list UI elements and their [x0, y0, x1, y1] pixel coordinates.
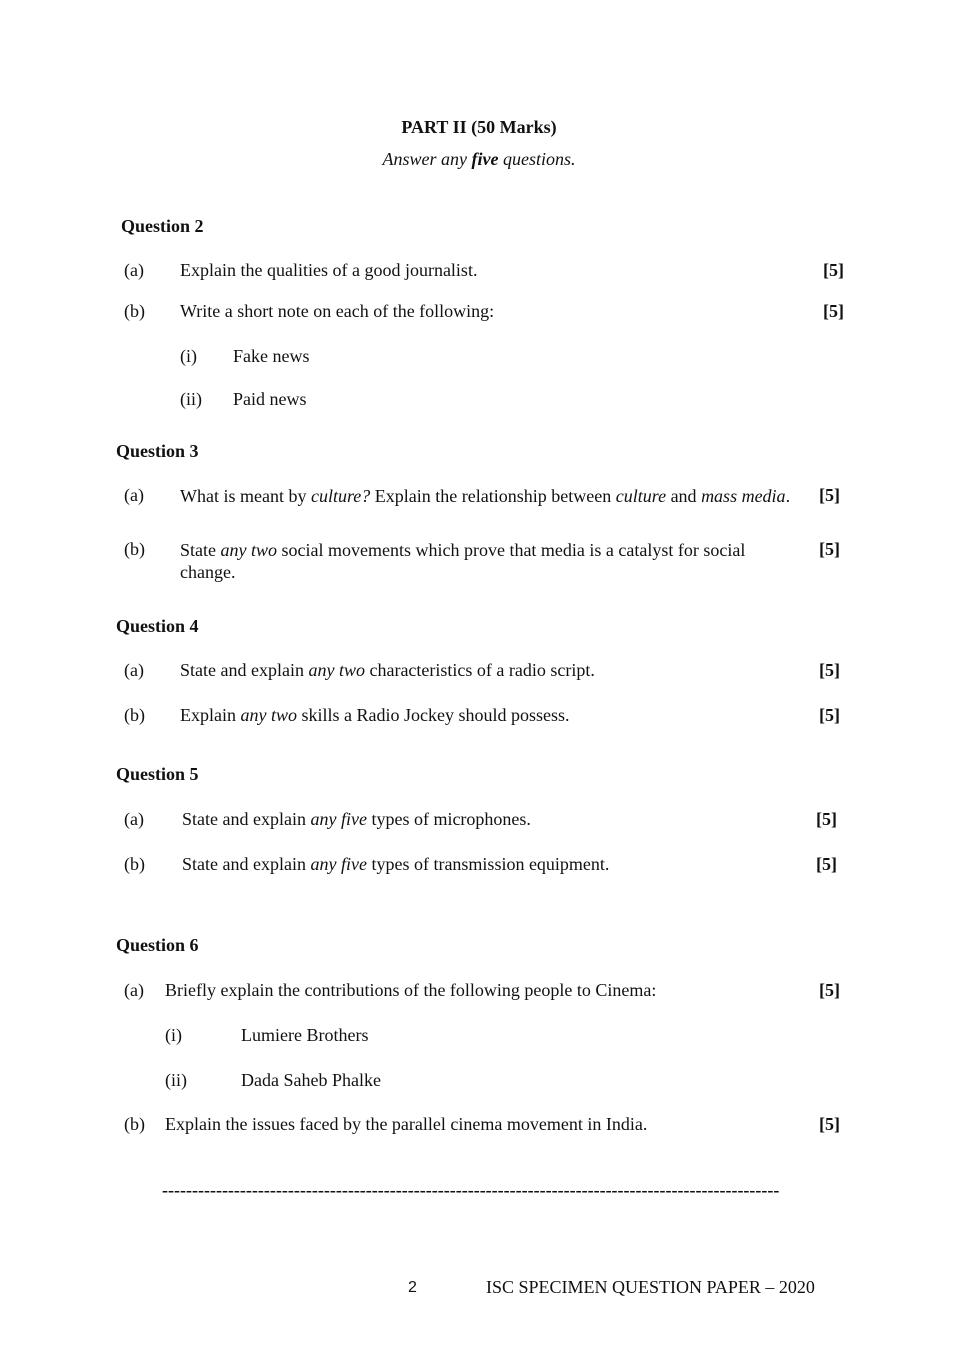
q2-a-marks: [5]: [823, 260, 844, 280]
q4-a-label: (a): [124, 660, 144, 680]
question-3-title: Question 3: [116, 441, 199, 461]
instruction-pre: Answer any: [382, 149, 472, 169]
q6-a-i-text: Lumiere Brothers: [241, 1025, 369, 1045]
question-4-title: Question 4: [116, 616, 199, 636]
q3-a-marks: [5]: [819, 485, 840, 505]
question-5-title: Question 5: [116, 764, 199, 784]
question-6-title: Question 6: [116, 935, 199, 955]
q6-a-marks: [5]: [819, 980, 840, 1000]
q2-b-text: Write a short note on each of the following:: [180, 301, 495, 321]
q3-b-text: State any two social movements which prove that media is a catalyst for social change.: [180, 540, 746, 582]
instruction-emphasis: five: [471, 149, 499, 169]
q4-b-label: (b): [124, 705, 145, 725]
q2-a-label: (a): [124, 260, 144, 280]
q4-a-text: State and explain any two characteristics of a radio script.: [180, 660, 595, 680]
end-dashed-rule: -------------------------------------------------------------------------------------------------------: [162, 1180, 780, 1200]
q3-a-text: What is meant by culture? Explain the relationship between culture and mass media.: [180, 486, 791, 506]
q5-b-text: State and explain any five types of transmission equipment.: [182, 854, 610, 874]
q6-a-text: Briefly explain the contributions of the following people to Cinema:: [165, 980, 657, 1000]
q3-b-label: (b): [124, 539, 145, 559]
q2-b-ii-text: Paid news: [233, 389, 307, 409]
q5-b-marks: [5]: [816, 854, 837, 874]
q4-b-text: Explain any two skills a Radio Jockey should possess.: [180, 705, 570, 725]
q2-b-ii-label: (ii): [180, 389, 202, 409]
instruction-post: questions.: [498, 149, 576, 169]
q2-b-marks: [5]: [823, 301, 844, 321]
q2-a-text: Explain the qualities of a good journalist.: [180, 260, 478, 280]
q6-a-i-label: (i): [165, 1025, 182, 1045]
part-title: PART II (50 Marks): [401, 117, 557, 137]
q6-b-marks: [5]: [819, 1114, 840, 1134]
q2-b-i-label: (i): [180, 346, 197, 366]
q5-b-label: (b): [124, 854, 145, 874]
q2-b-label: (b): [124, 301, 145, 321]
instruction: [0, 149, 958, 170]
question-2-title: Question 2: [121, 216, 204, 236]
q6-a-label: (a): [124, 980, 144, 1000]
q3-a-label: (a): [124, 485, 144, 505]
q6-a-ii-text: Dada Saheb Phalke: [241, 1070, 381, 1090]
q3-b-marks: [5]: [819, 539, 840, 559]
q4-b-marks: [5]: [819, 705, 840, 725]
q6-a-ii-label: (ii): [165, 1070, 187, 1090]
q4-a-marks: [5]: [819, 660, 840, 680]
paper-title: ISC SPECIMEN QUESTION PAPER – 2020: [486, 1277, 815, 1297]
q6-b-text: Explain the issues faced by the parallel cinema movement in India.: [165, 1114, 648, 1134]
page-number: 2: [408, 1279, 417, 1296]
q5-a-label: (a): [124, 809, 144, 829]
q6-b-label: (b): [124, 1114, 145, 1134]
q5-a-marks: [5]: [816, 809, 837, 829]
q2-b-i-text: Fake news: [233, 346, 310, 366]
q5-a-text: State and explain any five types of microphones.: [182, 809, 531, 829]
